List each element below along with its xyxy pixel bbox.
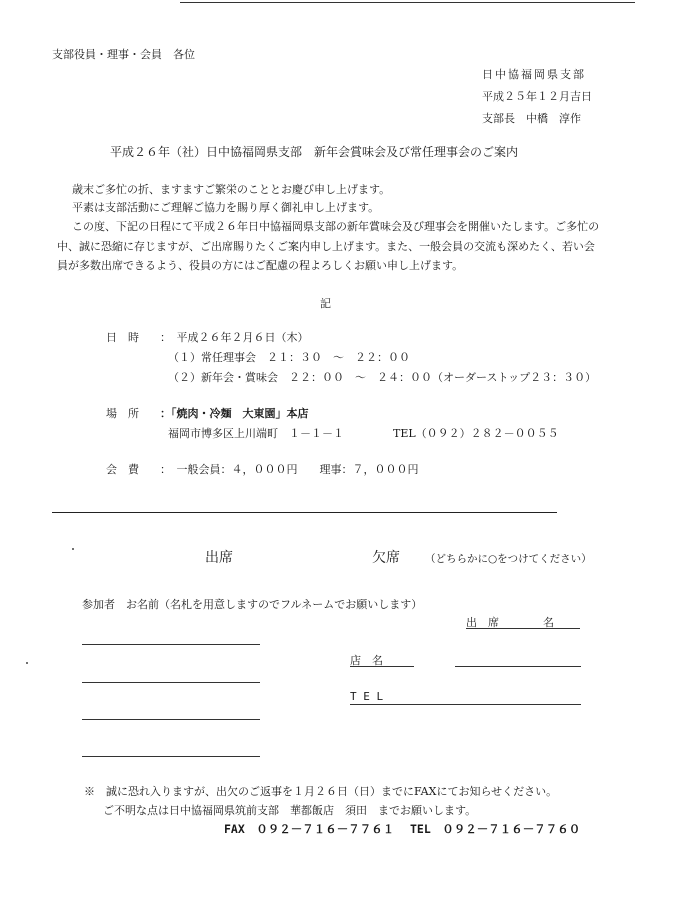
place-name: ：「焼肉・冷麺 大東園」本店 <box>160 407 309 420</box>
top-scan-edge <box>180 2 635 3</box>
fee-value: ： 一般会員：４，０００円 理事：７，０００円 <box>160 463 419 476</box>
session-2: （２）新年会・賞味会 ２２：００ ～ ２４：００（オーダーストップ２３：３０） <box>168 371 597 384</box>
contact-note: ご不明な点は日中協福岡県筑前支部 華都飯店 須田 までお願いします。 <box>103 804 477 817</box>
name-line-4[interactable] <box>82 756 260 757</box>
sender-person: 支部長 中橋 淳作 <box>482 112 581 125</box>
attend-option: 出席 <box>205 550 233 566</box>
shop-name-field[interactable] <box>455 666 581 667</box>
shop-label-underline <box>350 666 414 667</box>
body-line-5: 員が多数出席できるよう、役員の方にはご配慮の程よろしくお願い申し上げます。 <box>57 259 464 272</box>
session-1: （１）常任理事会 ２１：３０ ～ ２２：００ <box>168 351 410 364</box>
sender-org: 日中協福岡県支部 <box>482 68 586 81</box>
place-tel: TEL（０９２）２８２－００５５ <box>393 427 559 440</box>
tel-label: T E L <box>350 690 384 703</box>
place-address: 福岡市博多区上川端町 １－１－１ <box>168 427 344 440</box>
attendees-header: 出 席 名 <box>466 616 554 629</box>
sender-date: 平成２５年１２月吉日 <box>482 90 592 103</box>
deadline-note: ※ 誠に恐れ入りますが、出欠のご返事を１月２６日（日）までにFAXにてお知らせください。 <box>84 785 558 798</box>
name-line-2[interactable] <box>82 682 260 683</box>
scan-speck <box>72 548 74 550</box>
fee-label: 会 費 <box>106 463 139 476</box>
choose-note: （どちらかに○をつけてください） <box>425 553 592 565</box>
scan-speck <box>26 662 28 664</box>
tel-number: TEL ０９２－７１６－７７６０ <box>410 822 581 836</box>
shop-label: 店 名 <box>350 654 383 667</box>
ki-heading: 記 <box>320 297 331 310</box>
name-line-1[interactable] <box>82 644 260 645</box>
name-line-3[interactable] <box>82 719 260 720</box>
body-line-4: 中、誠に恐縮に存じますが、ご出席賜りたくご案内申し上げます。また、一般会員の交流も深めたく、若い会 <box>57 240 595 253</box>
absent-option: 欠席 <box>372 550 400 566</box>
date-value: ： 平成２６年２月６日（木） <box>160 331 309 344</box>
participant-label: 参加者 お名前（名札を用意しますのでフルネームでお願いします） <box>82 598 423 611</box>
date-label: 日 時 <box>106 331 139 344</box>
place-label: 場 所 <box>106 407 139 420</box>
fax-number: FAX ０９２－７１６－７７６１ <box>224 822 395 836</box>
body-line-2: 平素は支部活動にご理解ご協力を賜り厚く御礼申し上げます。 <box>72 201 380 214</box>
addressee: 支部役員・理事・会員 各位 <box>52 48 195 61</box>
body-line-1: 歳末ご多忙の折、ますますご繁栄のこととお慶び申し上げます。 <box>72 183 391 196</box>
cut-line <box>52 512 557 513</box>
attendees-header-underline <box>466 628 580 629</box>
tel-field[interactable] <box>350 704 581 705</box>
body-line-3: この度、下記の日程にて平成２６年日中協福岡県支部の新年賞味会及び理事会を開催いたします。ご多忙の <box>72 220 600 233</box>
notice-title: 平成２６年（社）日中協福岡県支部 新年会賞味会及び常任理事会のご案内 <box>110 145 519 159</box>
